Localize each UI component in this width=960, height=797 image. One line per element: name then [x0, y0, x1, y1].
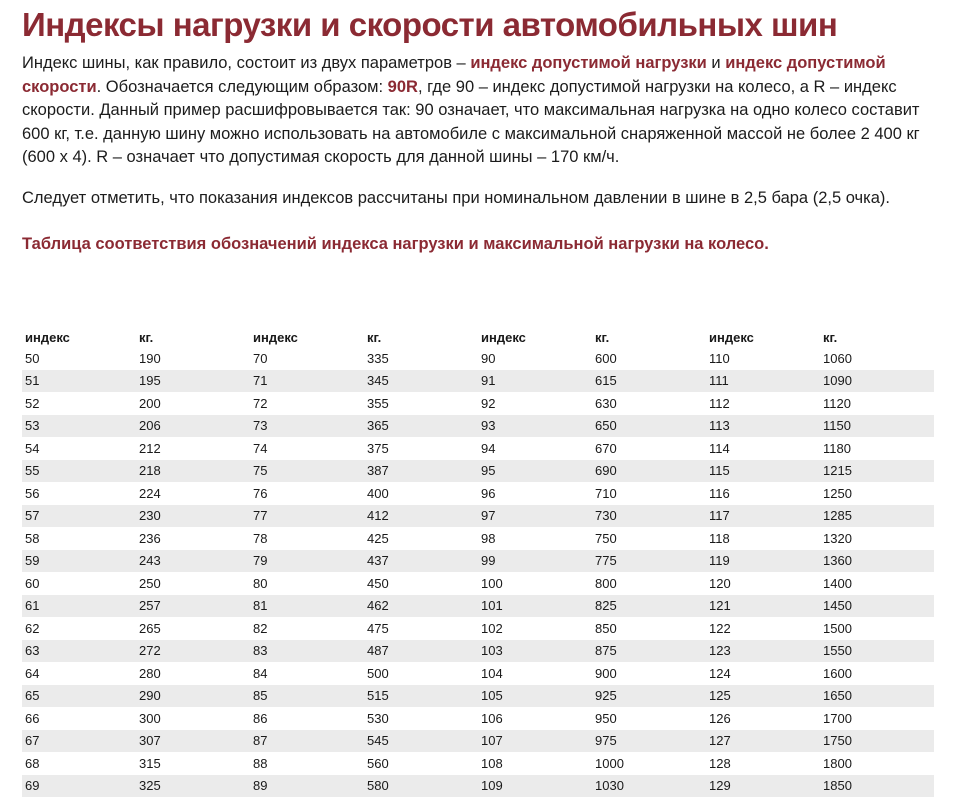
table-cell: 1800 — [820, 752, 934, 775]
intro-text-4: , где 90 – индекс допустимой нагрузки на колесо, а R – индекс скорости. Данный пример расшифровывается так: 90 означает, что максимальная нагрузка на одно колесо составит 600 кг, т.е. данную шину можно использовать на автомобиле с максимальной снаряженной массой не более 2 400 кг (600 x 4). R – означает что допустимая скорость для данной шины – 170 км/ч. — [22, 78, 920, 167]
table-cell: 307 — [136, 730, 250, 753]
table-cell: 1250 — [820, 482, 934, 505]
table-cell: 61 — [22, 595, 136, 618]
table-cell: 630 — [592, 392, 706, 415]
table-row — [22, 505, 934, 528]
table-cell: 112 — [706, 392, 820, 415]
table-cell: 530 — [364, 707, 478, 730]
table-cell: 1850 — [820, 775, 934, 797]
table-cell: 53 — [22, 415, 136, 438]
table-cell: 1650 — [820, 685, 934, 708]
example-code-highlight: 90R — [388, 78, 418, 96]
table-cell: 104 — [478, 662, 592, 685]
table-cell: 77 — [250, 505, 364, 528]
table-row — [22, 415, 934, 438]
table-cell: 212 — [136, 437, 250, 460]
page-title: Индексы нагрузки и скорости автомобильных шин — [22, 6, 837, 44]
table-cell: 1090 — [820, 370, 934, 393]
table-cell: 825 — [592, 595, 706, 618]
table-cell: 74 — [250, 437, 364, 460]
table-cell: 437 — [364, 550, 478, 573]
table-cell: 114 — [706, 437, 820, 460]
table-cell: 101 — [478, 595, 592, 618]
table-cell: 67 — [22, 730, 136, 753]
table-cell: 1000 — [592, 752, 706, 775]
table-cell: 85 — [250, 685, 364, 708]
table-cell: 1060 — [820, 347, 934, 370]
table-row — [22, 730, 934, 753]
table-cell: 92 — [478, 392, 592, 415]
table-cell: 60 — [22, 572, 136, 595]
table-cell: 236 — [136, 527, 250, 550]
table-cell: 1750 — [820, 730, 934, 753]
table-row — [22, 527, 934, 550]
table-cell: 129 — [706, 775, 820, 797]
table-cell: 64 — [22, 662, 136, 685]
table-row — [22, 460, 934, 483]
table-cell: 710 — [592, 482, 706, 505]
table-cell: 57 — [22, 505, 136, 528]
table-cell: 115 — [706, 460, 820, 483]
table-cell: 750 — [592, 527, 706, 550]
column-header: индекс — [706, 327, 820, 347]
table-cell: 400 — [364, 482, 478, 505]
table-row — [22, 550, 934, 573]
table-cell: 108 — [478, 752, 592, 775]
table-cell: 365 — [364, 415, 478, 438]
table-cell: 345 — [364, 370, 478, 393]
intro-text-3: . Обозначается следующим образом: — [97, 78, 388, 96]
table-cell: 109 — [478, 775, 592, 797]
table-cell: 1180 — [820, 437, 934, 460]
table-cell: 107 — [478, 730, 592, 753]
table-cell: 90 — [478, 347, 592, 370]
table-cell: 83 — [250, 640, 364, 663]
column-header: кг. — [592, 327, 706, 347]
table-cell: 99 — [478, 550, 592, 573]
table-cell: 59 — [22, 550, 136, 573]
table-cell: 218 — [136, 460, 250, 483]
table-cell: 670 — [592, 437, 706, 460]
table-cell: 250 — [136, 572, 250, 595]
table-cell: 425 — [364, 527, 478, 550]
table-cell: 103 — [478, 640, 592, 663]
table-cell: 290 — [136, 685, 250, 708]
table-cell: 81 — [250, 595, 364, 618]
intro-text-1: Индекс шины, как правило, состоит из двух параметров – — [22, 54, 470, 72]
table-body — [22, 347, 934, 797]
table-row — [22, 775, 934, 797]
table-cell: 121 — [706, 595, 820, 618]
table-cell: 126 — [706, 707, 820, 730]
table-cell: 84 — [250, 662, 364, 685]
table-cell: 54 — [22, 437, 136, 460]
table-cell: 1320 — [820, 527, 934, 550]
table-cell: 72 — [250, 392, 364, 415]
table-cell: 975 — [592, 730, 706, 753]
table-cell: 375 — [364, 437, 478, 460]
table-cell: 120 — [706, 572, 820, 595]
table-cell: 76 — [250, 482, 364, 505]
pressure-note: Следует отметить, что показания индексов рассчитаны при номинальном давлении в шине в 2,5 бара (2,5 очка). — [22, 187, 938, 211]
table-header-row — [22, 327, 934, 347]
table-cell: 113 — [706, 415, 820, 438]
table-cell: 925 — [592, 685, 706, 708]
table-cell: 1030 — [592, 775, 706, 797]
table-cell: 97 — [478, 505, 592, 528]
table-cell: 66 — [22, 707, 136, 730]
table-cell: 118 — [706, 527, 820, 550]
table-cell: 56 — [22, 482, 136, 505]
table-cell: 315 — [136, 752, 250, 775]
table-cell: 50 — [22, 347, 136, 370]
table-cell: 560 — [364, 752, 478, 775]
table-cell: 87 — [250, 730, 364, 753]
load-index-highlight: индекс допустимой нагрузки — [470, 54, 706, 72]
table-cell: 355 — [364, 392, 478, 415]
table-cell: 300 — [136, 707, 250, 730]
table-cell: 1150 — [820, 415, 934, 438]
table-cell: 51 — [22, 370, 136, 393]
table-cell: 69 — [22, 775, 136, 797]
table-cell: 96 — [478, 482, 592, 505]
table-cell: 79 — [250, 550, 364, 573]
speed-index-highlight: индекс допустимой скорости — [22, 54, 886, 96]
column-header: индекс — [22, 327, 136, 347]
table-cell: 1360 — [820, 550, 934, 573]
table-cell: 335 — [364, 347, 478, 370]
table-cell: 545 — [364, 730, 478, 753]
table-cell: 86 — [250, 707, 364, 730]
intro-text-2: и — [707, 54, 725, 72]
table-cell: 487 — [364, 640, 478, 663]
table-cell: 80 — [250, 572, 364, 595]
table-cell: 450 — [364, 572, 478, 595]
table-cell: 70 — [250, 347, 364, 370]
table-cell: 110 — [706, 347, 820, 370]
table-cell: 1215 — [820, 460, 934, 483]
table-cell: 125 — [706, 685, 820, 708]
table-row — [22, 707, 934, 730]
table-cell: 412 — [364, 505, 478, 528]
table-cell: 690 — [592, 460, 706, 483]
table-cell: 1285 — [820, 505, 934, 528]
table-cell: 65 — [22, 685, 136, 708]
table-cell: 78 — [250, 527, 364, 550]
column-header: индекс — [478, 327, 592, 347]
table-cell: 95 — [478, 460, 592, 483]
table-cell: 55 — [22, 460, 136, 483]
table-cell: 71 — [250, 370, 364, 393]
table-row — [22, 437, 934, 460]
table-row — [22, 640, 934, 663]
table-cell: 580 — [364, 775, 478, 797]
table-cell: 63 — [22, 640, 136, 663]
table-cell: 127 — [706, 730, 820, 753]
table-cell: 875 — [592, 640, 706, 663]
table-cell: 800 — [592, 572, 706, 595]
load-index-table — [22, 327, 934, 797]
table-cell: 650 — [592, 415, 706, 438]
column-header: кг. — [820, 327, 934, 347]
table-cell: 1600 — [820, 662, 934, 685]
table-cell: 102 — [478, 617, 592, 640]
column-header: кг. — [364, 327, 478, 347]
table-cell: 265 — [136, 617, 250, 640]
table-cell: 116 — [706, 482, 820, 505]
table-cell: 1120 — [820, 392, 934, 415]
table-cell: 122 — [706, 617, 820, 640]
table-cell: 1400 — [820, 572, 934, 595]
table-cell: 272 — [136, 640, 250, 663]
table-cell: 195 — [136, 370, 250, 393]
table-row — [22, 595, 934, 618]
table-cell: 190 — [136, 347, 250, 370]
table-cell: 850 — [592, 617, 706, 640]
table-cell: 224 — [136, 482, 250, 505]
intro-paragraph — [22, 52, 938, 170]
table-cell: 73 — [250, 415, 364, 438]
table-cell: 515 — [364, 685, 478, 708]
table-cell: 52 — [22, 392, 136, 415]
table-row — [22, 392, 934, 415]
table-row — [22, 685, 934, 708]
table-cell: 105 — [478, 685, 592, 708]
table-row — [22, 482, 934, 505]
table-cell: 615 — [592, 370, 706, 393]
table-cell: 89 — [250, 775, 364, 797]
table-cell: 900 — [592, 662, 706, 685]
table-cell: 94 — [478, 437, 592, 460]
table-cell: 775 — [592, 550, 706, 573]
table-cell: 93 — [478, 415, 592, 438]
table-cell: 730 — [592, 505, 706, 528]
table-cell: 117 — [706, 505, 820, 528]
table-row — [22, 662, 934, 685]
table-cell: 106 — [478, 707, 592, 730]
table-cell: 58 — [22, 527, 136, 550]
table-cell: 1450 — [820, 595, 934, 618]
table-cell: 206 — [136, 415, 250, 438]
table-cell: 62 — [22, 617, 136, 640]
table-cell: 91 — [478, 370, 592, 393]
table-row — [22, 572, 934, 595]
table-cell: 387 — [364, 460, 478, 483]
table-cell: 68 — [22, 752, 136, 775]
table-cell: 128 — [706, 752, 820, 775]
table-cell: 200 — [136, 392, 250, 415]
table-cell: 1500 — [820, 617, 934, 640]
table-cell: 88 — [250, 752, 364, 775]
table-cell: 950 — [592, 707, 706, 730]
table-cell: 1550 — [820, 640, 934, 663]
column-header: кг. — [136, 327, 250, 347]
table-cell: 257 — [136, 595, 250, 618]
table-cell: 325 — [136, 775, 250, 797]
table-row — [22, 617, 934, 640]
table-cell: 119 — [706, 550, 820, 573]
table-cell: 124 — [706, 662, 820, 685]
table-cell: 98 — [478, 527, 592, 550]
table-cell: 230 — [136, 505, 250, 528]
table-cell: 100 — [478, 572, 592, 595]
table-cell: 500 — [364, 662, 478, 685]
table-row — [22, 370, 934, 393]
table-title: Таблица соответствия обозначений индекса нагрузки и максимальной нагрузки на колесо. — [22, 233, 938, 257]
table-cell: 123 — [706, 640, 820, 663]
table-row — [22, 347, 934, 370]
table-cell: 475 — [364, 617, 478, 640]
column-header: индекс — [250, 327, 364, 347]
table-cell: 82 — [250, 617, 364, 640]
table-cell: 1700 — [820, 707, 934, 730]
table-cell: 600 — [592, 347, 706, 370]
table-cell: 111 — [706, 370, 820, 393]
table-cell: 75 — [250, 460, 364, 483]
table-row — [22, 752, 934, 775]
table-cell: 243 — [136, 550, 250, 573]
table-cell: 280 — [136, 662, 250, 685]
table-cell: 462 — [364, 595, 478, 618]
